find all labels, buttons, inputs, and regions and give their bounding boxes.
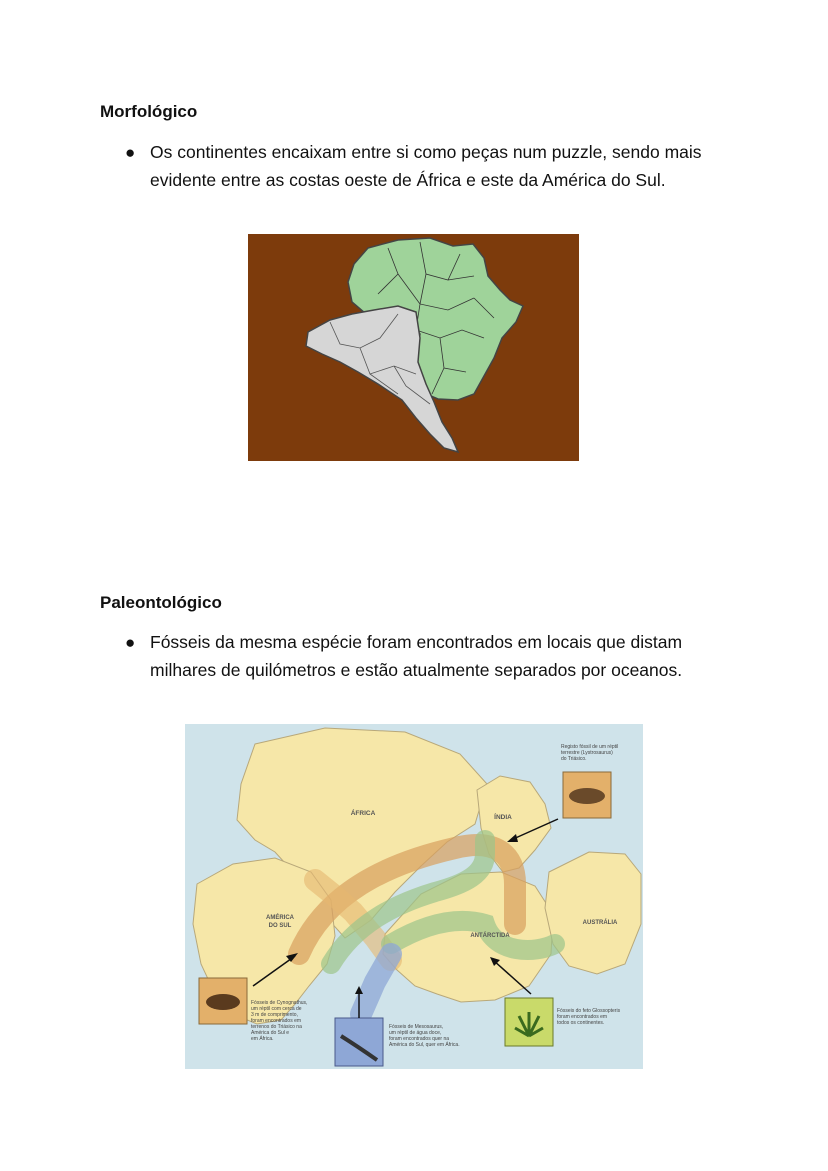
caption-cynognathus-5: terrenos do Triásico na <box>251 1024 302 1030</box>
caption-cynognathus-4: foram encontrados em <box>251 1018 302 1024</box>
bullet-marker: ● <box>125 633 136 652</box>
label-india: ÍNDIA <box>494 814 512 821</box>
caption-mesosaurus-4: América do Sul, quer em África. <box>389 1042 460 1048</box>
caption-lystrosaurus-2: terrestre (Lystrosaurus) <box>561 750 613 756</box>
continents-puzzle-figure <box>248 234 579 461</box>
label-australia: AUSTRÁLIA <box>582 920 618 926</box>
caption-cynognathus-7: em África. <box>251 1036 274 1042</box>
caption-mesosaurus-1: Fósseis de Mesosaurus, <box>389 1024 444 1030</box>
caption-lystrosaurus-3: do Triásico. <box>561 756 587 762</box>
caption-glossopteris-2: foram encontrados em <box>557 1014 608 1020</box>
label-antarctica: ANTÁRCTIDA <box>470 933 510 939</box>
bullet-marker: ● <box>125 143 136 162</box>
fossil-distribution-map <box>185 724 643 1069</box>
section-heading-morfologico: Morfológico <box>100 102 198 121</box>
caption-cynognathus-6: América do Sul e <box>251 1030 290 1036</box>
section-heading-paleontologico: Paleontológico <box>100 593 222 612</box>
lystrosaurus-icon <box>569 788 605 804</box>
bullet-text-paleontologico: Fósseis da mesma espécie foram encontrados em locais que distam milhares de quilómetros e estão atualmente separados por oceanos. <box>150 632 683 680</box>
label-africa: ÁFRICA <box>350 810 376 817</box>
label-south-america-1: AMÉRICA <box>266 915 294 921</box>
caption-cynognathus-2: um réptil com cerca de <box>251 1006 302 1012</box>
caption-cynognathus-1: Fósseis de Cynognathus, <box>251 1000 308 1006</box>
caption-glossopteris-3: todos os continentes. <box>557 1020 605 1026</box>
bullet-text-morfologico: Os continentes encaixam entre si como peças num puzzle, sendo mais evidente entre as costas oeste de África e este da América do Sul. <box>150 142 702 190</box>
caption-mesosaurus-3: foram encontrados quer na <box>389 1036 450 1042</box>
caption-lystrosaurus-1: Registo fóssil de um réptil <box>561 744 619 750</box>
caption-glossopteris-1: Fósseis do feto Glossopteris <box>557 1008 621 1014</box>
caption-mesosaurus-2: um réptil de água doce, <box>389 1030 442 1036</box>
caption-cynognathus-3: 3 m de comprimento, <box>251 1012 298 1018</box>
label-south-america-2: DO SUL <box>268 923 292 929</box>
cynognathus-icon <box>206 994 240 1010</box>
